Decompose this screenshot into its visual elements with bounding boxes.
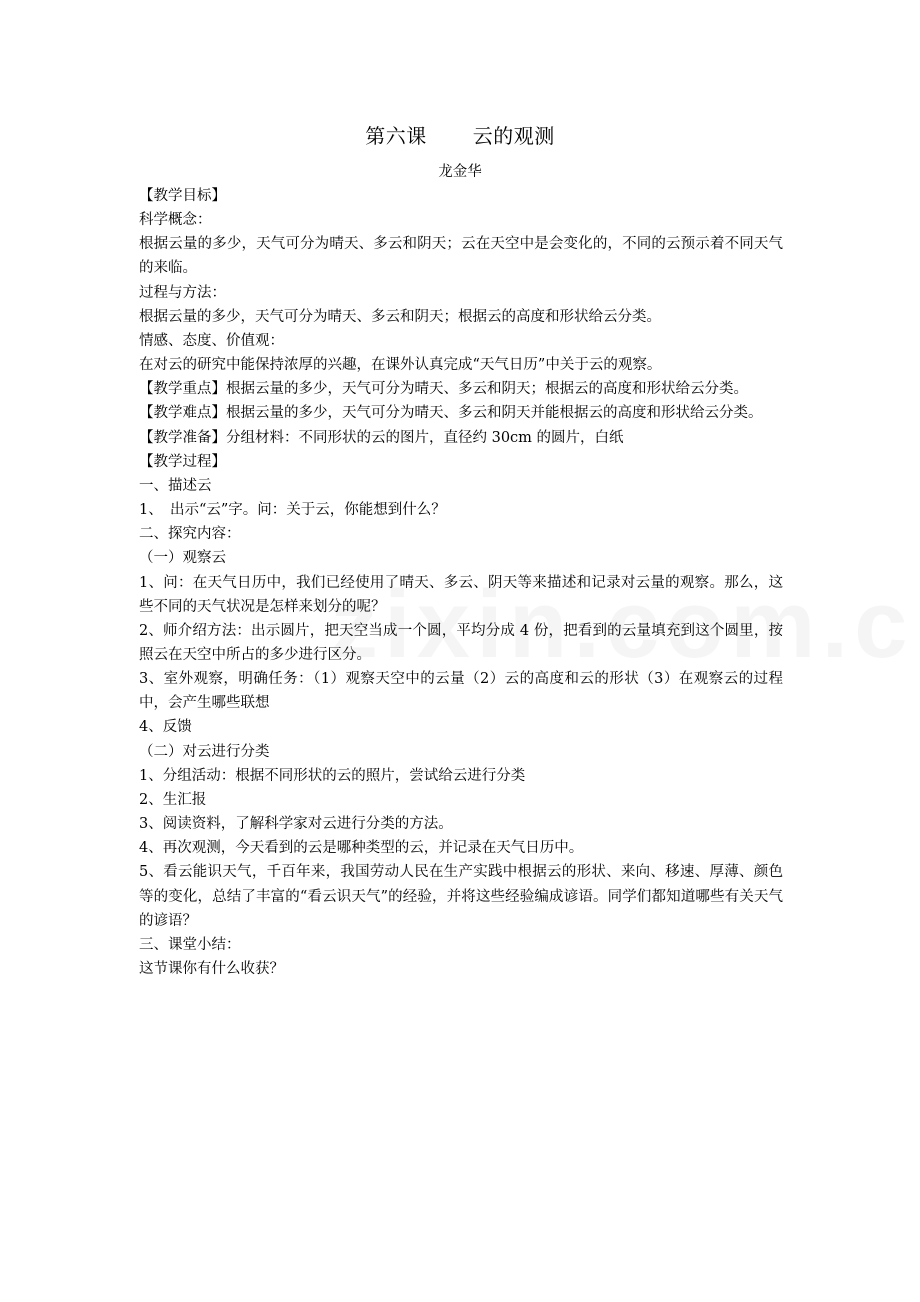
section-heading-process: 【教学过程】 <box>139 453 226 470</box>
list-item: 2、生汇报 <box>139 791 207 808</box>
heading-explore: 二、探究内容： <box>139 526 241 543</box>
paragraph-summary: 这节课你有什么收获？ <box>139 961 284 977</box>
list-item: 4、反馈 <box>139 719 192 736</box>
list-item: 3、阅读资料，了解科学家对云进行分类的方法。 <box>139 816 453 833</box>
list-item: 4、再次观测，今天看到的云是哪种类型的云，并记录在天气日历中。 <box>139 840 584 857</box>
subheading-classify-clouds: （二）对云进行分类 <box>139 743 270 760</box>
section-heading-objectives: 【教学目标】 <box>139 188 226 204</box>
subheading-concepts: 科学概念： <box>139 212 212 229</box>
list-item: 2、师介绍方法：出示圆片，把天空当成一个圆，平均分成 4 份，把看到的云量填充到这个圆里，按照云在天空中所占的多少进行区分。 <box>139 622 783 663</box>
list-item: 1、问：在天气日历中，我们已经使用了晴天、多云、阴天等来描述和记录对云量的观察。那么，这些不同的天气状况是怎样来划分的呢？ <box>139 574 783 615</box>
heading-summary: 三、课堂小结： <box>139 936 241 953</box>
subheading-process-methods: 过程与方法： <box>139 284 226 301</box>
paragraph-preparation: 【教学准备】分组材料：不同形状的云的图片，直径约 30cm 的圆片，白纸 <box>139 429 624 446</box>
list-item: 1、 出示“云”字。问：关于云，你能想到什么？ <box>139 502 446 519</box>
paragraph-difficulties: 【教学难点】根据云量的多少，天气可分为晴天、多云和阴天并能根据云的高度和形状给云分类。 <box>139 405 763 422</box>
heading-describe-clouds: 一、描述云 <box>139 477 212 494</box>
paragraph-key-points: 【教学重点】根据云量的多少，天气可分为晴天、多云和阴天；根据云的高度和形状给云分类。 <box>139 381 748 398</box>
paragraph-concepts: 根据云量的多少，天气可分为晴天、多云和阴天；云在天空中是会变化的，不同的云预示着不同天气的来临。 <box>139 236 783 277</box>
subheading-observe-clouds: （一）观察云 <box>139 550 226 567</box>
list-item: 5、看云能识天气，千百年来，我国劳动人民在生产实践中根据云的形状、来向、移速、厚薄、颜色等的变化，总结了丰富的“看云识天气”的经验，并将这些经验编成谚语。同学们都知道哪些有关天气的谚语？ <box>139 864 783 929</box>
document-body <box>139 184 783 981</box>
author-name: 龙金华 <box>438 164 482 180</box>
list-item: 1、分组活动：根据不同形状的云的照片，尝试给云进行分类 <box>139 767 526 784</box>
subheading-attitudes: 情感、态度、价值观： <box>139 332 284 349</box>
lesson-topic: 云的观测 <box>472 124 555 148</box>
list-item: 3、室外观察，明确任务：（1）观察天空中的云量（2）云的高度和云的形状（3）在观察云的过程中，会产生哪些联想 <box>139 671 783 712</box>
paragraph-process-methods: 根据云量的多少，天气可分为晴天、多云和阴天；根据云的高度和形状给云分类。 <box>139 308 661 325</box>
paragraph-attitudes: 在对云的研究中能保持浓厚的兴趣，在课外认真完成“天气日历”中关于云的观察。 <box>139 357 662 374</box>
page-title <box>0 122 920 150</box>
lesson-number: 第六课 <box>365 124 427 148</box>
